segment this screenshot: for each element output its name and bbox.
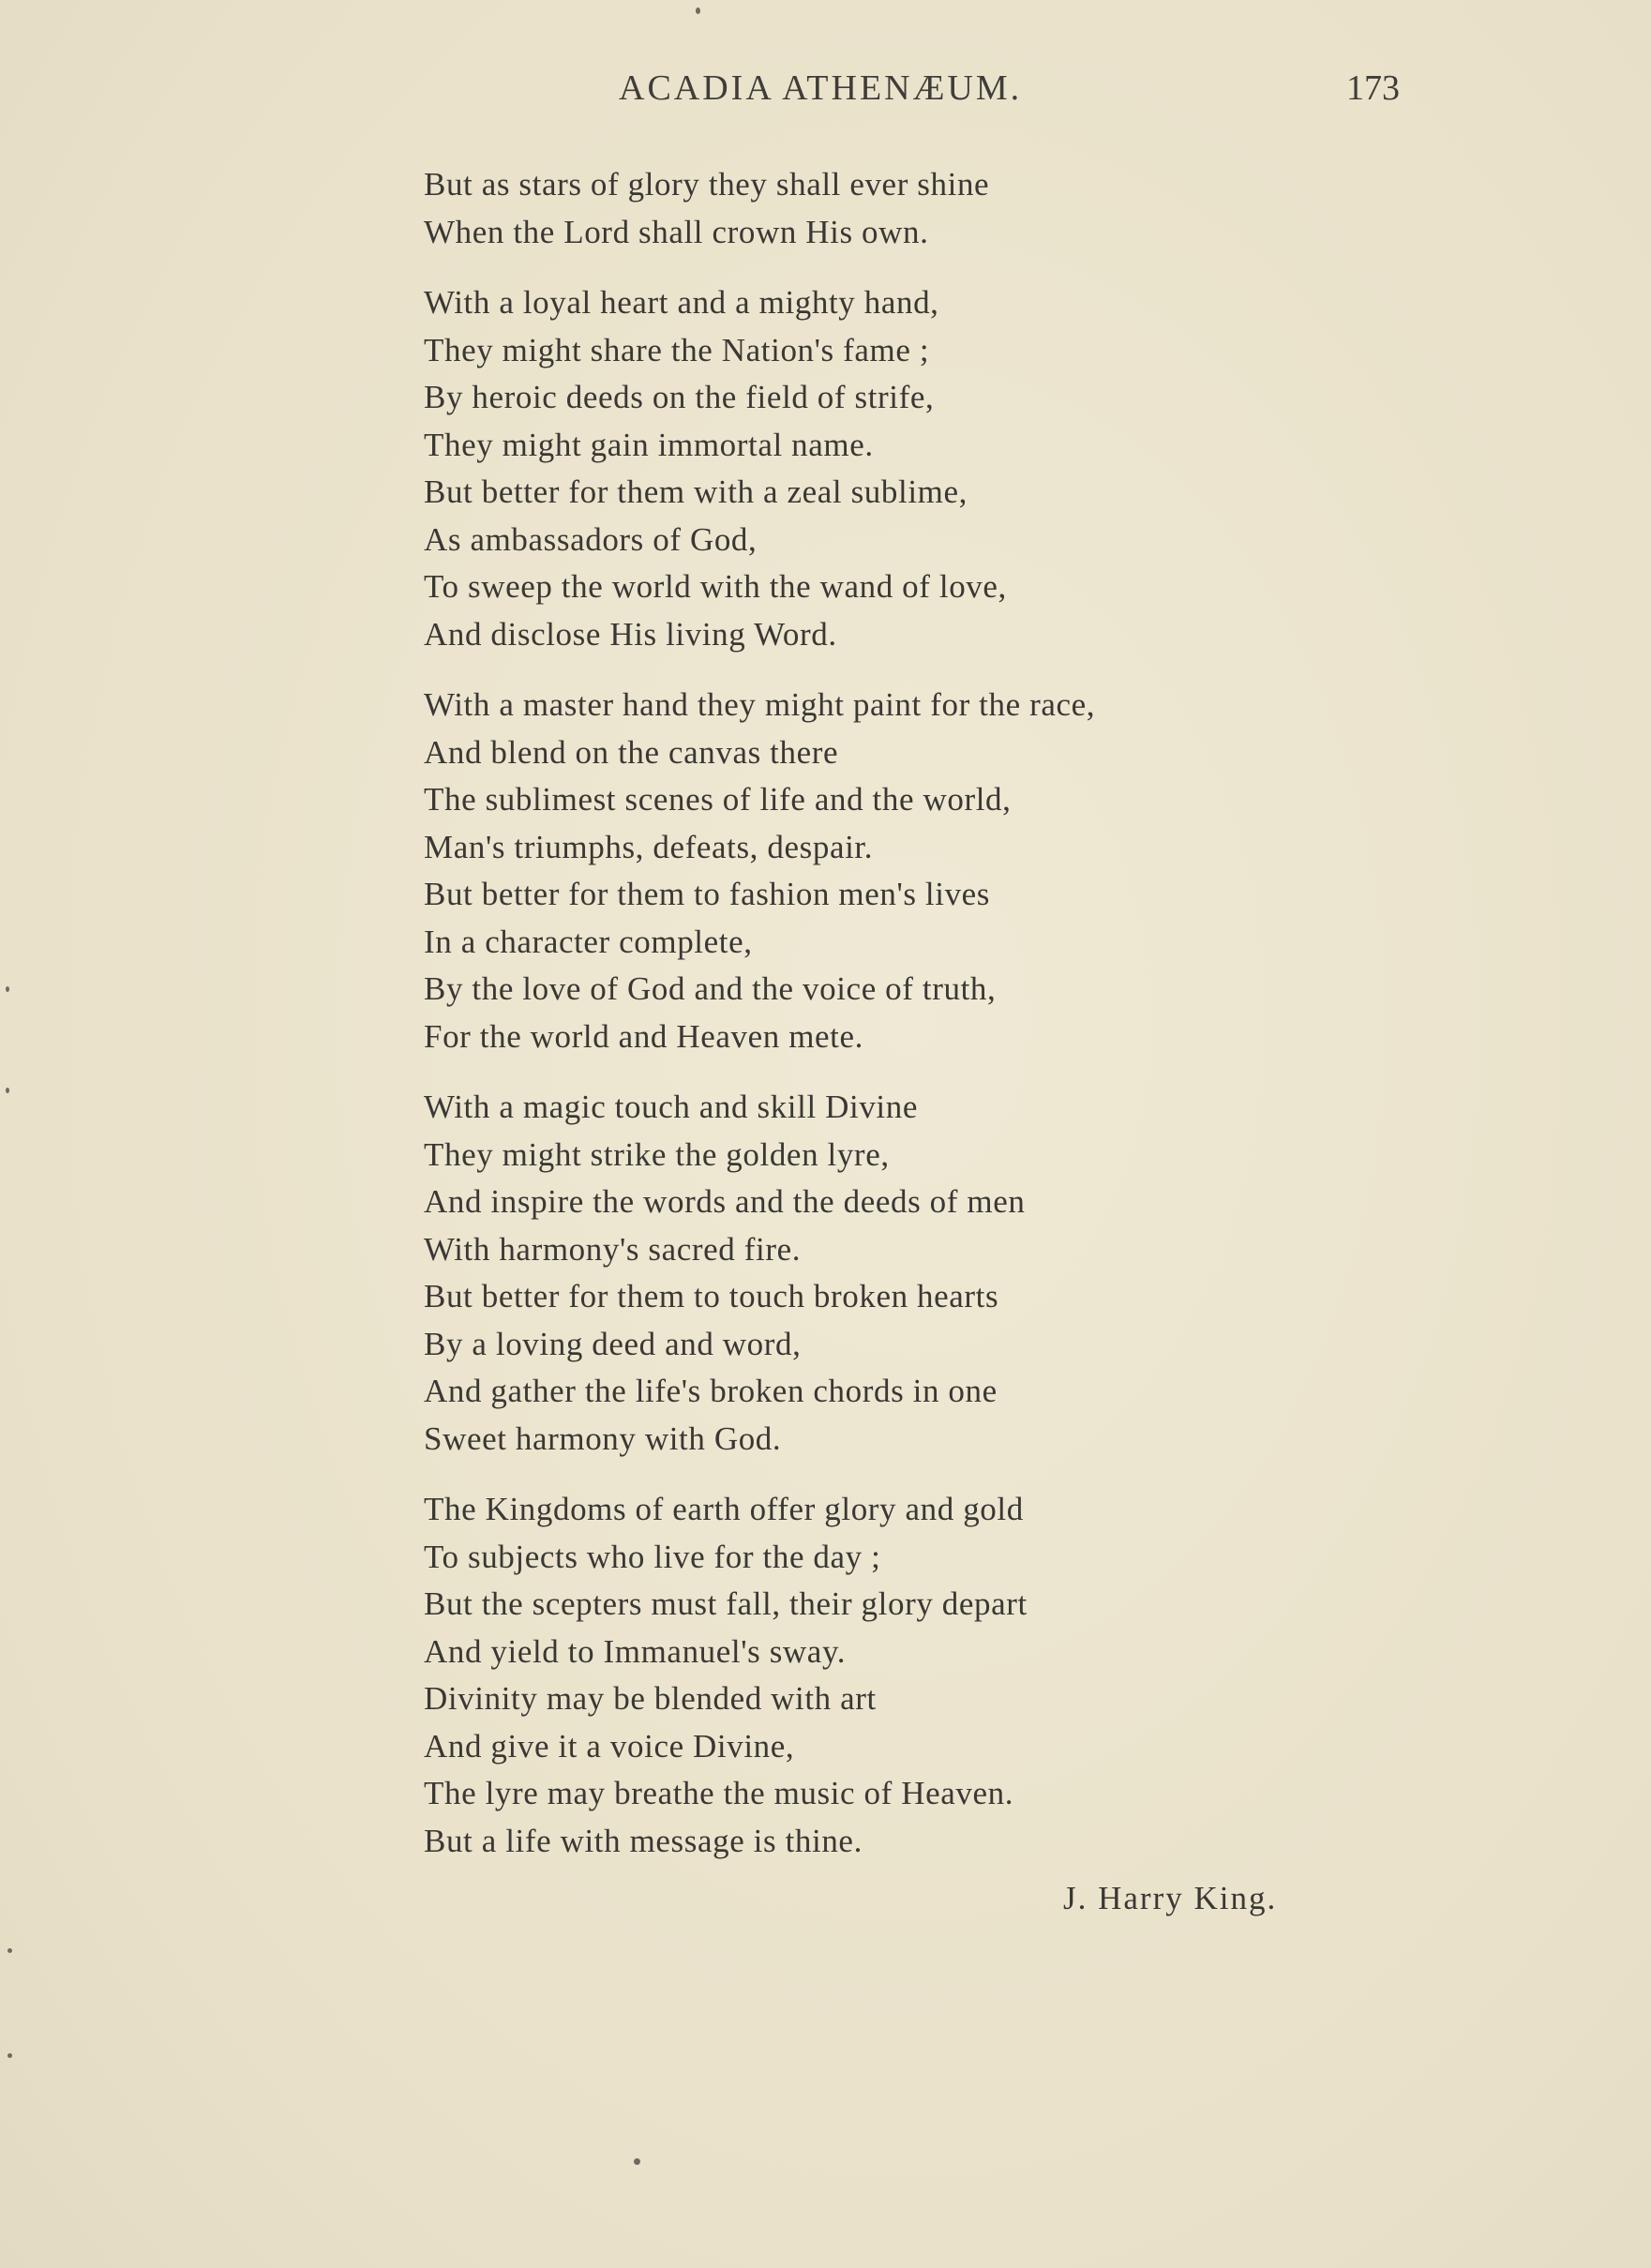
paper-speck [8,2053,12,2058]
poem-line: They might gain immortal name. [424,426,874,463]
poem-line: With a magic touch and skill Divine [424,1089,918,1125]
poem-line: But the scepters must fall, their glory depart [424,1585,1028,1622]
poem-line: And blend on the canvas there [424,733,839,771]
poem-line: And inspire the words and the deeds of men [424,1183,1026,1220]
poem-line: But as stars of glory they shall ever shine [424,166,990,203]
poem-line: And gather the life's broken chords in one [424,1373,998,1409]
stanza-1 [424,161,1361,256]
poem-line: But better for them with a zeal sublime, [424,473,968,510]
poem-line: Divinity may be blended with art [424,1680,877,1717]
author-signature: J. Harry King. [1063,1880,1278,1916]
paper-speck [696,8,700,14]
page-header [0,68,1651,114]
poem-line: When the Lord shall crown His own. [424,213,929,250]
paper-speck [634,2158,640,2165]
poem-line: But a life with message is thine. [424,1822,863,1859]
poem-line: Man's triumphs, defeats, despair. [424,828,874,865]
poem-line: With a master hand they might paint for the race, [424,686,1096,723]
poem-line: By a loving deed and word, [424,1325,802,1362]
poem-line: But better for them to fashion men's lives [424,876,991,912]
stanza-4 [424,1084,1361,1463]
poem-line: By heroic deeds on the field of strife, [424,379,935,415]
poem-line: But better for them to touch broken hearts [424,1278,999,1314]
poem-line: To subjects who live for the day ; [424,1538,881,1575]
poem-line: To sweep the world with the wand of love, [424,568,1007,605]
paper-speck [8,1948,12,1953]
poem-line: By the love of God and the voice of truth, [424,970,997,1007]
poem-line: And disclose His living Word. [424,615,837,653]
poem-line: The Kingdoms of earth offer glory and gold [424,1491,1024,1527]
poem-line: With a loyal heart and a mighty hand, [424,284,939,321]
poem-line: Sweet harmony with God. [424,1419,782,1457]
poem-line: With harmony's sacred fire. [424,1230,802,1268]
poem-line: For the world and Heaven mete. [424,1017,863,1055]
paper-speck [6,986,9,992]
poem-line: They might strike the golden lyre, [424,1135,890,1173]
stanza-2 [424,279,1361,658]
stanza-5 [424,1486,1361,1865]
poem-line: They might share the Nation's fame ; [424,331,930,368]
poem [424,161,1361,1888]
poem-line: In a character complete, [424,923,753,960]
poem-line: And give it a voice Divine, [424,1727,795,1765]
stanza-3 [424,682,1361,1060]
running-title: ACADIA ATHENÆUM. [619,68,1023,108]
poem-line: And yield to Immanuel's sway. [424,1632,847,1670]
poem-line: The sublimest scenes of life and the world, [424,781,1012,818]
poem-line: The lyre may breathe the music of Heaven. [424,1775,1014,1811]
poem-line: As ambassadors of God, [424,520,758,558]
paper-speck [6,1088,9,1093]
page-number: 173 [1346,68,1400,108]
